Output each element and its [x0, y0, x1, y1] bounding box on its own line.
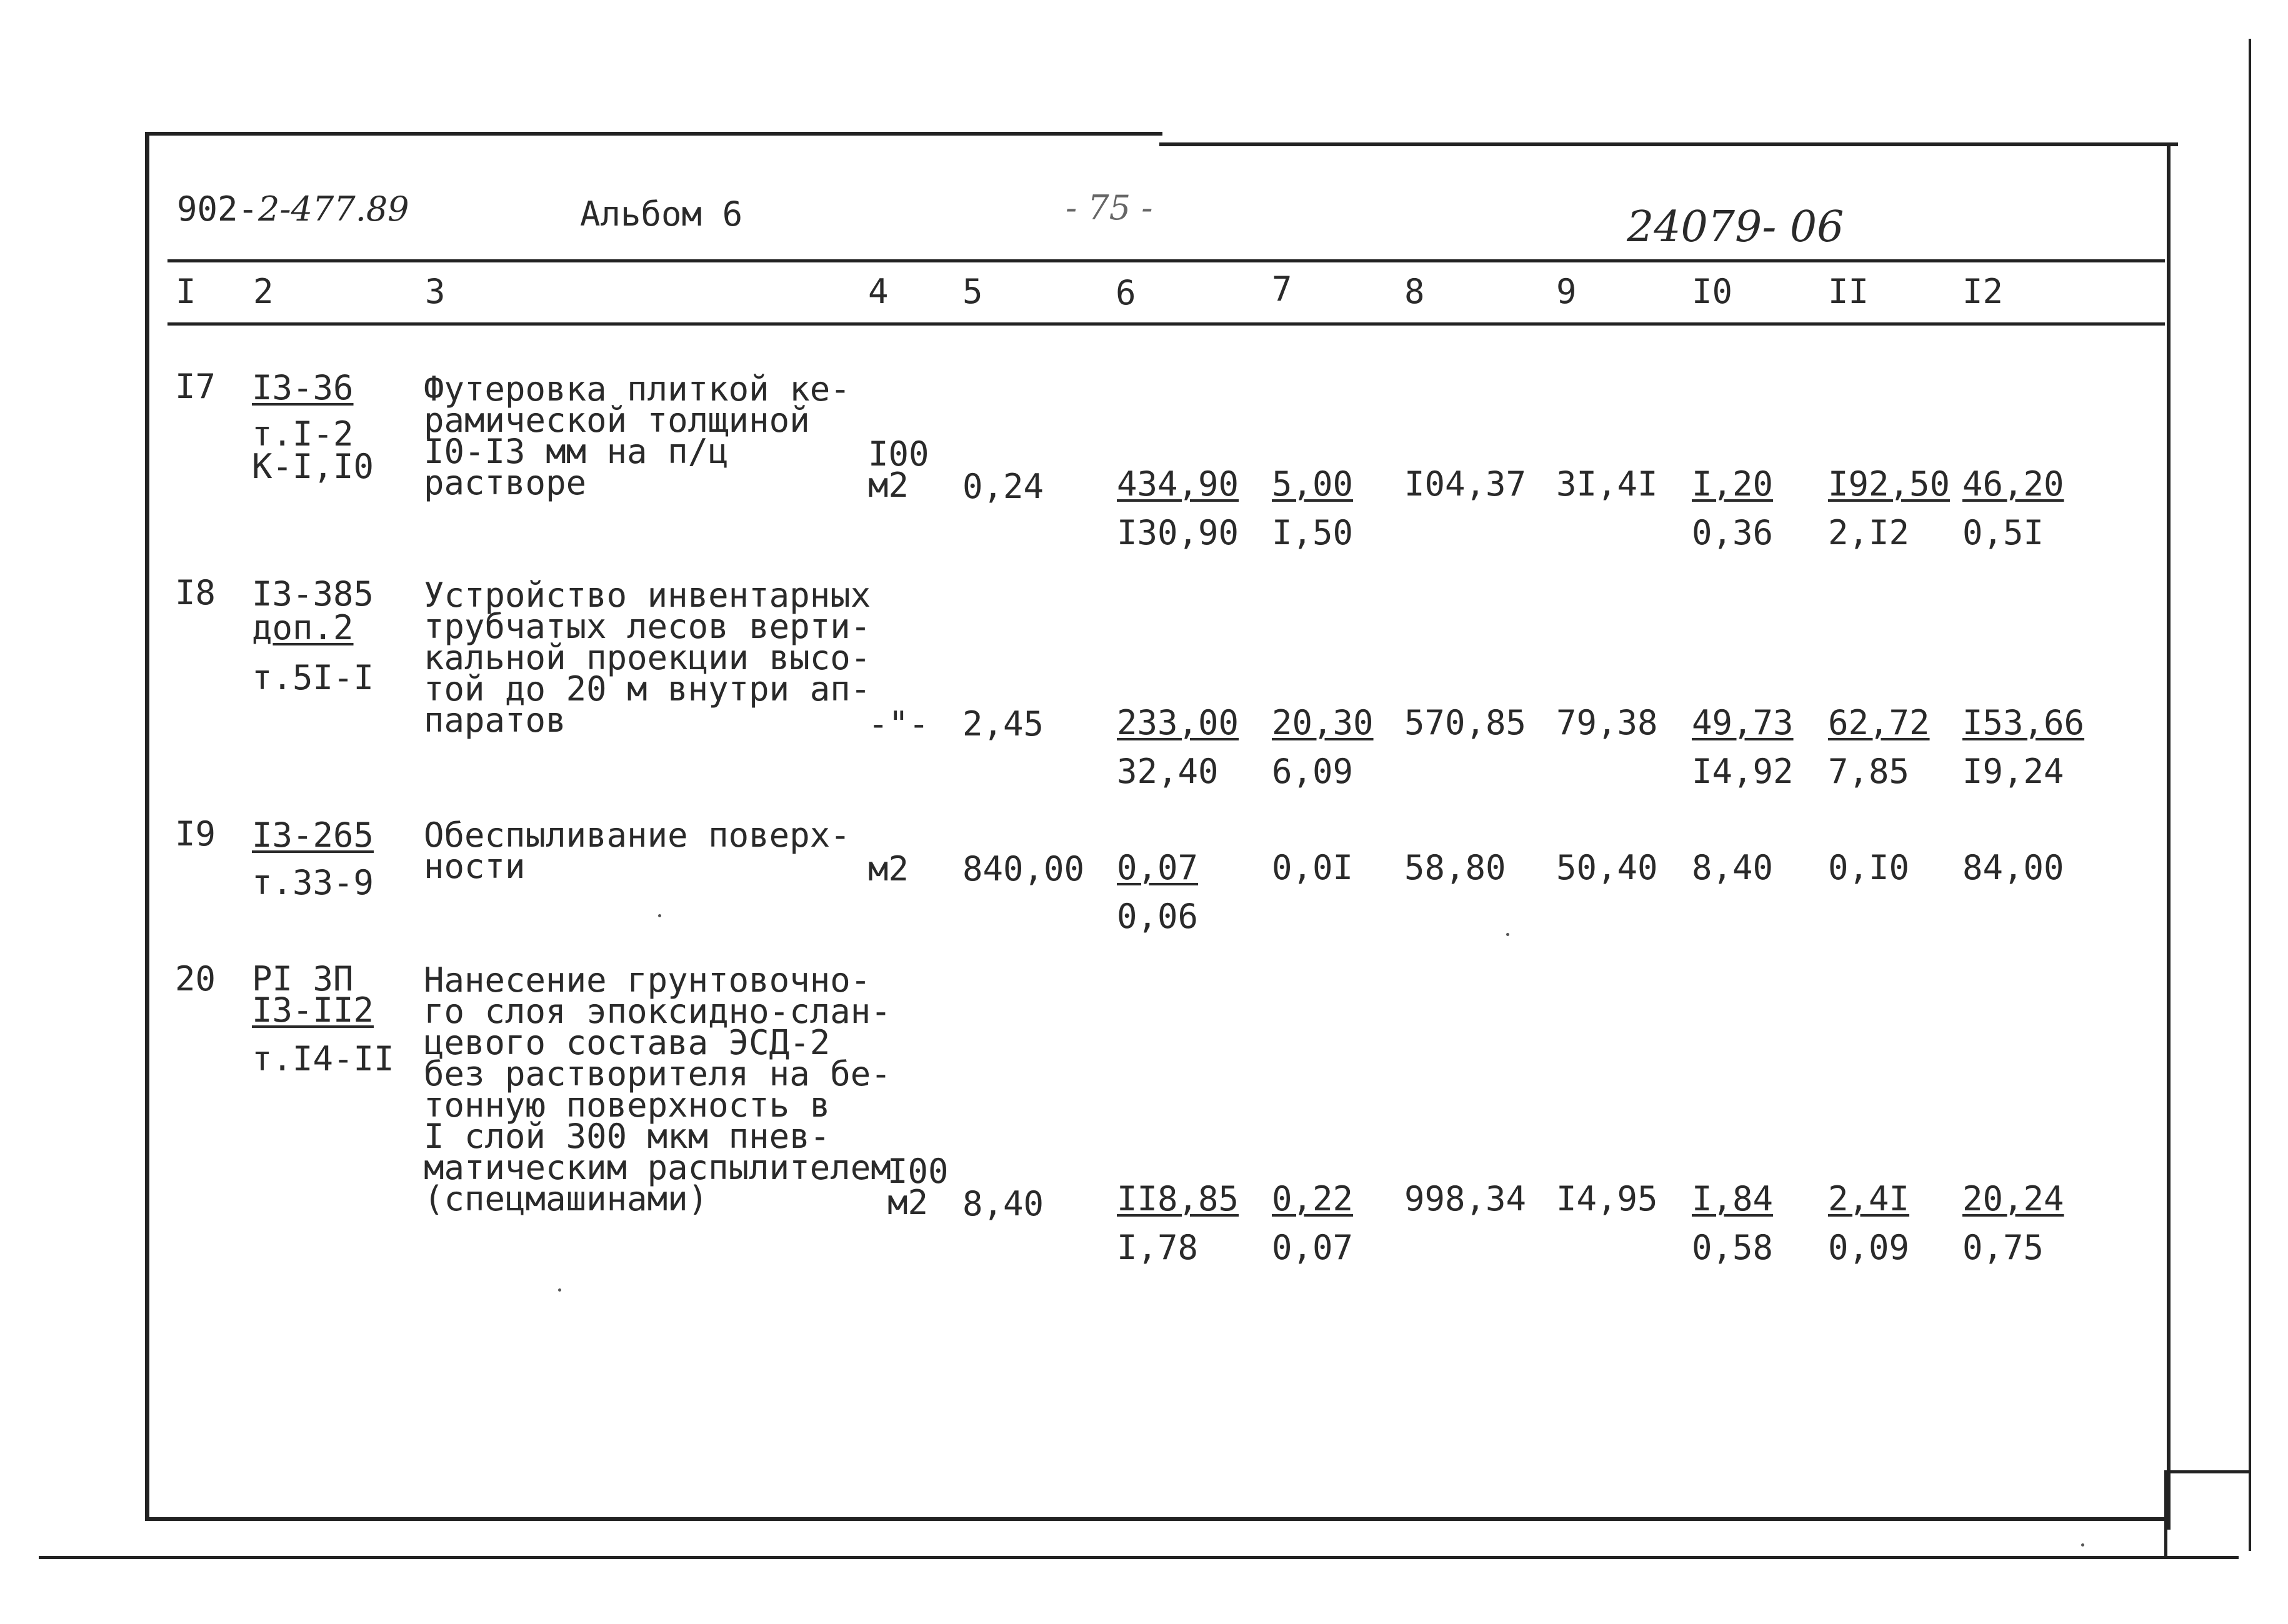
frame-bottom — [145, 1517, 2171, 1521]
work-description: Нанесение грунтовочно- го слоя эпоксидно-слан- цевого состава ЭСД-2 без растворителя на бе- тонную поверхность в I слой 300 мкм пнев- матическим распылителем (спецмашинами) — [424, 960, 891, 1218]
unit: I00 — [887, 1152, 949, 1191]
col-header-8: 8 — [1404, 272, 1425, 311]
frame-top-right — [1159, 142, 2178, 146]
norm-code: I3-385 — [252, 574, 374, 614]
unit-cost-total: 0,07 — [1117, 848, 1199, 887]
col11-bottom: 2,I2 — [1828, 513, 1910, 552]
col11-bottom: 0,09 — [1828, 1228, 1910, 1267]
total-wages: I4,95 — [1556, 1179, 1658, 1218]
unit-cost-wages: I,78 — [1117, 1228, 1199, 1267]
machine-cost: 5,00 — [1272, 464, 1354, 504]
scan-speck — [2081, 1543, 2084, 1547]
unit-cost-total: 434,90 — [1117, 464, 1239, 504]
col11-top: 0,I0 — [1828, 848, 1910, 887]
unit-cost-wages: I30,90 — [1117, 513, 1239, 552]
col12-top: 46,20 — [1962, 464, 2064, 504]
scan-speck — [558, 1288, 561, 1292]
scan-speck — [658, 914, 661, 917]
page-right-edge — [2249, 39, 2251, 1551]
col12-bottom: I9,24 — [1962, 752, 2064, 791]
machine-cost: 20,30 — [1272, 703, 1374, 742]
col12-top: 84,00 — [1962, 848, 2064, 887]
row-number: I8 — [175, 573, 216, 612]
unit-cost-wages: 0,06 — [1117, 897, 1199, 936]
row-number: 20 — [175, 959, 216, 999]
col11-top: 2,4I — [1828, 1179, 1910, 1218]
machine-wages: I,50 — [1272, 513, 1354, 552]
unit: м2 — [868, 849, 909, 889]
machine-cost: 0,0I — [1272, 848, 1354, 887]
col10-top: 8,40 — [1692, 848, 1774, 887]
col-header-11: II — [1828, 272, 1869, 311]
col10-top: 49,73 — [1692, 703, 1794, 742]
col-header-5: 5 — [962, 272, 983, 311]
norm-ref: РI ЗП — [252, 959, 354, 999]
col-header-4: 4 — [868, 272, 889, 311]
scan-speck — [1506, 933, 1509, 936]
col12-top: I53,66 — [1962, 703, 2085, 742]
sheet-code: 24079- 06 — [1627, 202, 1844, 252]
col10-bottom: 0,36 — [1692, 513, 1774, 552]
unit: м2 — [887, 1183, 929, 1222]
norm-table: т.I-2 — [252, 414, 354, 454]
frame-left — [145, 132, 149, 1521]
doc-code — [177, 189, 409, 229]
total-cost: I04,37 — [1404, 464, 1527, 504]
unit: м2 — [868, 466, 909, 505]
doc-code-prefix: 902- — [177, 189, 259, 229]
col10-bottom: 0,58 — [1692, 1228, 1774, 1267]
machine-cost: 0,22 — [1272, 1179, 1354, 1218]
row-number: I7 — [175, 367, 216, 406]
unit: -"- — [868, 704, 929, 744]
col10-bottom: I4,92 — [1692, 752, 1794, 791]
col-header-9: 9 — [1556, 272, 1577, 311]
corner-stamp-top — [2167, 1470, 2251, 1473]
total-wages: 79,38 — [1556, 703, 1658, 742]
unit-cost-total: 233,00 — [1117, 703, 1239, 742]
norm-addition: доп.2 — [252, 608, 354, 647]
frame-right — [2167, 142, 2171, 1530]
total-cost: 570,85 — [1404, 703, 1527, 742]
total-cost: 58,80 — [1404, 848, 1506, 887]
col12-bottom: 0,5I — [1962, 513, 2044, 552]
norm-code: I3-36 — [252, 368, 354, 407]
col11-top: 62,72 — [1828, 703, 1930, 742]
col11-bottom: 7,85 — [1828, 752, 1910, 791]
quantity: 2,45 — [962, 704, 1044, 744]
norm-table: т.33-9 — [252, 863, 374, 902]
col-header-7: 7 — [1272, 269, 1292, 309]
norm-code: I3-II2 — [252, 990, 374, 1030]
work-description: Обеспыливание поверх- ности — [424, 815, 851, 886]
norm-coef: К-I,I0 — [252, 447, 374, 486]
col-header-3: 3 — [425, 272, 446, 311]
work-description: Футеровка плиткой ке- рамической толщиной I0-I3 мм на п/ц растворе — [424, 369, 851, 502]
col12-bottom: 0,75 — [1962, 1228, 2044, 1267]
norm-table: т.I4-II — [252, 1039, 394, 1079]
work-description: Устройство инвентарных трубчатых лесов верти- кальной проекции высо- той до 20 м внутри ап- паратов — [424, 575, 871, 740]
col-header-12: I2 — [1962, 272, 2004, 311]
page-bottom-rule — [39, 1556, 2239, 1559]
col12-top: 20,24 — [1962, 1179, 2064, 1218]
col-header-6: 6 — [1116, 273, 1136, 312]
total-cost: 998,34 — [1404, 1179, 1527, 1218]
quantity: 840,00 — [962, 849, 1085, 889]
col10-top: I,84 — [1692, 1179, 1774, 1218]
col-header-10: I0 — [1692, 272, 1733, 311]
row-number: I9 — [175, 814, 216, 854]
col-header-2: 2 — [253, 272, 274, 311]
page-number: - 75 - — [1066, 188, 1153, 227]
column-rule — [167, 322, 2165, 326]
doc-code-handwritten: 2-477.89 — [258, 189, 409, 229]
corner-stamp-left — [2164, 1470, 2167, 1558]
col-header-1: I — [176, 272, 196, 311]
header-rule — [167, 259, 2165, 262]
quantity: 0,24 — [962, 467, 1044, 506]
frame-top-left — [147, 132, 1162, 136]
quantity: 8,40 — [962, 1184, 1044, 1223]
norm-code: I3-265 — [252, 815, 374, 855]
unit: I00 — [868, 434, 929, 474]
machine-wages: 0,07 — [1272, 1228, 1354, 1267]
album-label: Альбом 6 — [580, 194, 743, 234]
norm-table: т.5I-I — [252, 658, 374, 697]
machine-wages: 6,09 — [1272, 752, 1354, 791]
unit-cost-total: II8,85 — [1117, 1179, 1239, 1218]
col10-top: I,20 — [1692, 464, 1774, 504]
total-wages: 50,40 — [1556, 848, 1658, 887]
unit-cost-wages: 32,40 — [1117, 752, 1219, 791]
col11-top: I92,50 — [1828, 464, 1951, 504]
total-wages: 3I,4I — [1556, 464, 1658, 504]
